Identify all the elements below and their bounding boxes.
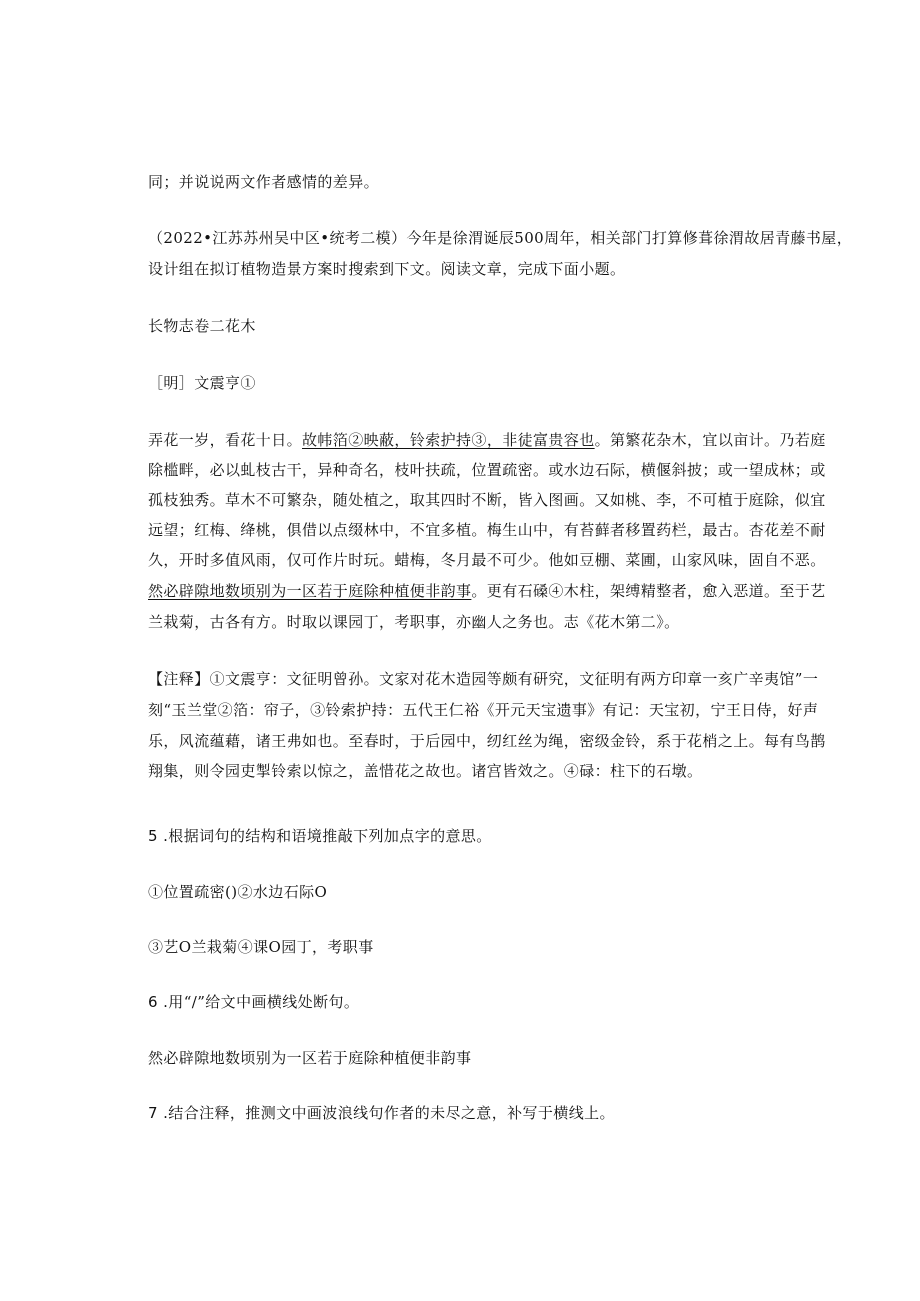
intro-line-3: 设计组在拟订植物造景方案时搜索到下文。阅读文章，完成下面小题。 — [148, 260, 626, 278]
paragraph-line-1-end: 。第繁花杂木，宜以亩计。乃若庭 — [594, 431, 826, 449]
question-6-sentence: 然必辟隙地数顷别为一区若于庭除种植便非韵事 — [148, 1049, 472, 1067]
question-7-number: 7 — [148, 1104, 158, 1122]
question-5-number: 5 — [148, 827, 158, 845]
question-6-number: 6 — [148, 993, 158, 1011]
notes-line-1: 【注释】①文震亨：文征明曾孙。文家对花木造园等颇有研究，文征明有两方印章一亥广辛夷馆”一 — [148, 670, 819, 688]
intro-line-2: （2022•江苏苏州吴中区•统考二模）今年是徐渭诞辰500周年，相关部门打算修葺徐渭故居青藤书屋， — [148, 229, 853, 247]
paragraph-line-6-end: 。更有石磉④木柱，架缚精整者，愈入恶道。至于艺 — [471, 582, 826, 600]
question-7 — [148, 1103, 615, 1123]
question-5-text: .根据词句的结构和语境推敲下列加点字的意思。 — [157, 827, 492, 845]
notes-line-2: 刻“玉兰堂②箔：帘子，③铃索护持：五代王仁裕《开元天宝遗事》有记：天宝初，宁王日侍，好声 — [148, 701, 819, 719]
question-7-text: .结合注释，推测文中画波浪线句作者的未尽之意，补写于横线上。 — [157, 1104, 615, 1122]
paragraph-line-6 — [148, 581, 826, 601]
intro-line-1: 同；并说说两文作者感情的差异。 — [148, 173, 380, 191]
paragraph-line-1 — [148, 430, 826, 450]
paragraph-line-5: 久，开时多值风雨，仅可作片时玩。蜡梅，冬月最不可少。他如豆棚、菜圃，山家风味，固自不恶。 — [148, 551, 826, 569]
paragraph-line-1-start: 弄花一岁，看花十日。 — [148, 431, 303, 449]
question-5-row-1: ①位置疏密()②水边石际O — [148, 883, 328, 901]
paragraph-line-7: 兰栽菊，古各有方。时取以课园丁，考职事，亦幽人之务也。志《花木第二》。 — [148, 613, 680, 631]
notes-line-3: 乐，风流蕴藉，诸王弗如也。至春时，于后园中，纫红丝为绳，密级金铃，系于花梢之上。每有鸟鹊 — [148, 732, 826, 750]
straight-underlined-sentence: 然必辟隙地数顷别为一区若于庭除种植便非韵事 — [148, 582, 472, 600]
notes-line-4: 翔集，则令园吏掣铃索以惊之，盖惜花之故也。诸宫皆效之。④碌：柱下的石墩。 — [148, 762, 703, 780]
paragraph-line-2: 除槛畔，必以虬枝古干，异种奇名，枝叶扶疏，位置疏密。或水边石际，横偃斜披；或一望成林；或 — [148, 461, 826, 479]
wavy-underlined-sentence: 故帏箔②映蔽，铃索护持③，非徒富贵容也 — [302, 431, 595, 449]
question-5 — [148, 826, 492, 846]
question-6 — [148, 992, 359, 1012]
paragraph-line-3: 孤枝独秀。草木不可繁杂，随处植之，取其四时不断，皆入图画。又如桃、李，不可植于庭除，似宜 — [148, 491, 826, 509]
article-title: 长物志卷二花木 — [148, 317, 256, 335]
question-5-row-2: ③艺O兰栽菊④课O园丁，考职事 — [148, 938, 374, 956]
paragraph-line-4: 远望；红梅、绛桃，俱借以点缀林中，不宜多植。梅生山中，有苔藓者移置药栏，最古。杏花差不耐 — [148, 521, 826, 539]
question-6-text: .用“/”给文中画横线处断句。 — [157, 993, 360, 1011]
article-author: ［明］文震亨① — [148, 374, 256, 392]
